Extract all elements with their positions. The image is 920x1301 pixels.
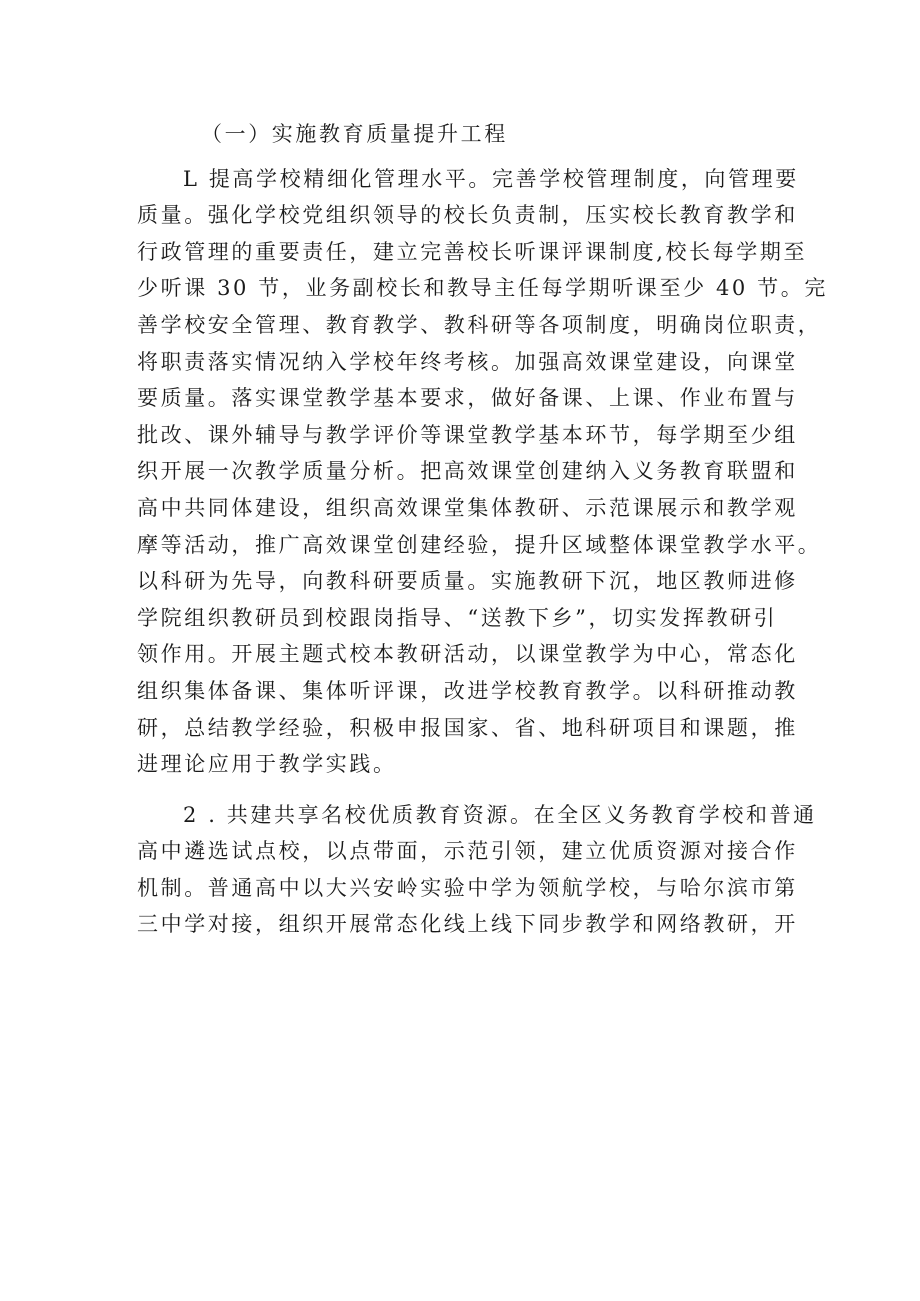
section-heading: （一）实施教育质量提升工程 xyxy=(201,122,508,146)
paragraph-line: 2 . 共建共享名校优质教育资源。在全区义务教育学校和普通 xyxy=(183,802,817,827)
paragraph-line: 批改、课外辅导与教学评价等课堂教学基本环节，每学期至少组 xyxy=(137,422,798,447)
paragraph-line: 行政管理的重要责任，建立完善校长听课评课制度,校长每学期至 xyxy=(137,239,808,264)
paragraph-line: 将职责落实情况纳入学校年终考核。加强高效课堂建设，向课堂 xyxy=(137,349,798,374)
paragraph-line: 组织集体备课、集体听评课，改进学校教育教学。以科研推动教 xyxy=(137,678,798,703)
paragraph-line: 机制。普通高中以大兴安岭实验中学为领航学校，与哈尔滨市第 xyxy=(137,875,798,900)
paragraph-line: 高中共同体建设，组织高效课堂集体教研、示范课展示和教学观 xyxy=(137,495,798,520)
paragraph-line: 以科研为先导，向教科研要质量。实施教研下沉，地区教师进修 xyxy=(137,569,798,594)
paragraph-line: 质量。强化学校党组织领导的校长负责制，压实校长教育教学和 xyxy=(137,203,798,228)
paragraph-line: 要质量。落实课堂教学基本要求，做好备课、上课、作业布置与 xyxy=(137,386,798,411)
paragraph-1 xyxy=(137,161,828,783)
document-body xyxy=(137,116,828,943)
paragraph-2 xyxy=(137,797,817,943)
paragraph-line: 研，总结教学经验，积极申报国家、省、地科研项目和课题，推 xyxy=(137,715,798,740)
paragraph-line: L 提高学校精细化管理水平。完善学校管理制度，向管理要 xyxy=(183,166,799,191)
paragraph-line: 织开展一次教学质量分析。把高效课堂创建纳入义务教育联盟和 xyxy=(137,459,798,484)
paragraph-line: 摩等活动，推广高效课堂创建经验，提升区域整体课堂教学水平。 xyxy=(137,532,822,557)
paragraph-line: 三中学对接，组织开展常态化线上线下同步教学和网络教研，开 xyxy=(137,912,798,937)
paragraph-line: 领作用。开展主题式校本教研活动，以课堂教学为中心，常态化 xyxy=(137,642,798,667)
paragraph-line: 少听课 30 节，业务副校长和教导主任每学期听课至少 40 节。完 xyxy=(137,276,828,301)
paragraph-line: 高中遴选试点校，以点带面，示范引领，建立优质资源对接合作 xyxy=(137,839,798,864)
paragraph-line: 进理论应用于教学实践。 xyxy=(137,752,397,777)
paragraph-line: 学院组织教研员到校跟岗指导、“送教下乡”，切实发挥教研引 xyxy=(137,605,778,630)
paragraph-line: 善学校安全管理、教育教学、教科研等各项制度，明确岗位职责， xyxy=(137,312,822,337)
